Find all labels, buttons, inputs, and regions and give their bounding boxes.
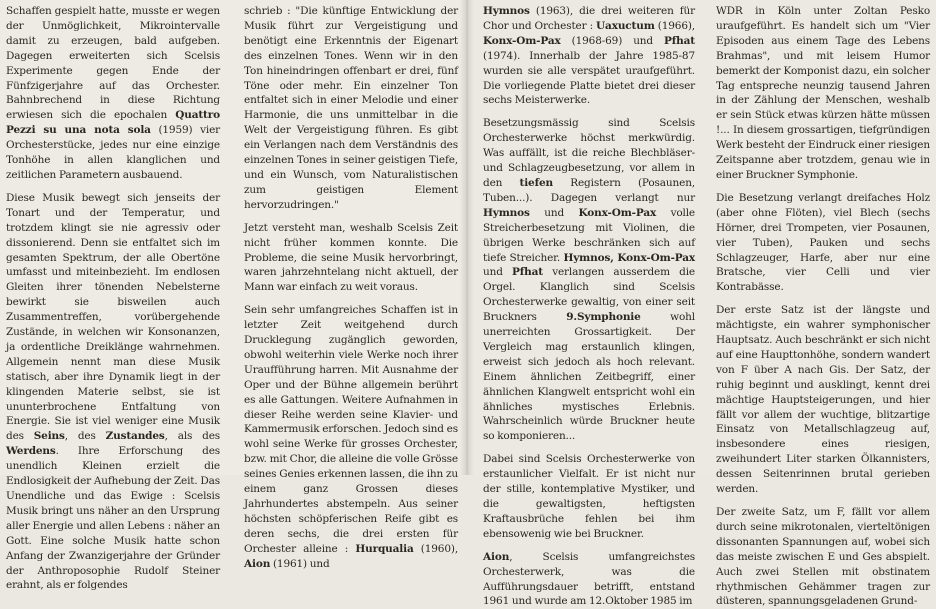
text-run: WDR in Köln unter Zoltan Pesko uraufgeführt. Es handelt sich um "Vier Episoden aus einem Tage des Lebens Brahmas", und mit leisem Humor bemerkt der Komponist dazu, ein solcher Tag entspreche neunzig tausend Jahren in der Zählung der Menschen, weshalb er sein Stück etwas kürzen hätte müssen !... In diesem grossartigen, tiefgründigen Werk besteht der Eindruck einer riesigen Zeitspanne aber trotzdem, genau wie in einer Bruckner Symphonie. <box>716 5 930 181</box>
paragraph <box>716 505 930 609</box>
book-gutter <box>460 0 474 475</box>
text-run: Registern (Posaunen, Tuben...). Dagegen verlangt nur <box>483 176 695 204</box>
paragraph <box>483 550 695 609</box>
bold-text: Hymnos, Konx-Om-Pax <box>563 251 696 264</box>
text-run: und <box>529 206 579 219</box>
text-column-4 <box>716 4 930 609</box>
paragraph <box>244 221 458 296</box>
bold-text: Aion <box>244 557 271 570</box>
text-run: . Ihre Erforschung des unendlich Kleinen erzielt die Endlosigkeit der Aufhebung der Zeit. Das Unendliche und das Ewige : Scelsis Musik bringt uns näher an den Ursprung aller Energie und allen Lebens : näher an Gott. Eine solche Musik hatte schon Anfang der Zwanzigerjahre der Gründer der Anthroposophie Rudolf Steiner erahnt, als er folgendes <box>6 445 220 592</box>
text-run: Der erste Satz ist der längste und mächtigste, ein wahrer symphonischer Hauptsatz. Auch beschränkt er sich nicht auf eine Haupttonhöhe, sondern wandert von F über A nach Gis. Der Satz, der ruhig beginnt und ausklingt, kennt drei mächtige Hauptsteigerungen, und hier fällt vor allem der wuchtige, blitzartige Einsatz von Metallschlagzeug auf, insbesondere eines riesigen, zweihundert Liter starken Ölkannisters, dessen Seitenrinnen brutal gerieben werden. <box>716 304 930 496</box>
text-run: , als des <box>164 430 220 443</box>
text-run: Diese Musik bewegt sich jenseits der Tonart und der Temperatur, und trotzdem klingt sie nie agressiv oder dissonierend. Denn sie entfaltet sich im gesamten Spektrum, der alle Obertöne umfasst und miteinbezieht. Im endlosen Gleiten ihrer tönenden Nebelsterne bewirkt sie bisweilen auch Zusammentreffen, vorübergehende Zustände, in welchen wir Konsonanzen, ja ordentliche Dreiklänge wahrnehmen. Allgemein nennt man diese Musik statisch, aber ihre Dynamik liegt in der klingenden Materie selbst, sie ist ununterbrochene Entfaltung von Energie. Sie ist viel weniger eine Musik des <box>6 191 220 443</box>
text-run: Die Besetzung verlangt dreifaches Holz (aber ohne Flöten), viel Blech (sechs Hörner, drei Trompeten, vier Posaunen, vier Tuben), Pauken und sechs Schlagzeuger, Harfe, aber nur eine Bratsche, vier Celli und vier Kontrabässe. <box>716 191 930 294</box>
text-run: wohl unerreichten Grossartigkeit. Der Vergleich mag erstaunlich klingen, erweist sich jedoch als hoch relevant. Einem ähnlichen Zeitbegriff, einer ähnlichen Klangwelt entspricht wohl ein ähnliches mystisches Erlebnis. Wahrscheinlich würde Bruckner heute so komponieren... <box>483 311 695 443</box>
paragraph <box>6 4 220 183</box>
paragraph <box>716 191 930 295</box>
text-run: Schaffen gespielt hatte, musste er wegen der Unmöglichkeit, Mikrointervalle damit zu erzeugen, bald aufgeben. Dagegen erweiterten sich Scelsis Experimente gegen Ende der Fünfzigerjahre auf das Orchester. Bahnbrechend in diese Richtung erwiesen sich die epochalen <box>6 5 220 122</box>
bold-text: Konx-Om-Pax <box>483 34 561 47</box>
text-run: , des <box>64 430 106 443</box>
paragraph <box>716 4 930 183</box>
bold-text: Pfhat <box>512 266 543 279</box>
paragraph <box>483 116 695 444</box>
bold-text: Konx-Om-Pax <box>578 206 657 219</box>
right-page <box>466 0 936 608</box>
text-column-1 <box>6 4 220 593</box>
bold-text: Quattro Pezzi su una nota sola <box>6 109 220 137</box>
paragraph <box>244 4 458 213</box>
bold-text: Werdens <box>6 445 56 458</box>
bold-text: Uaxuctum <box>596 19 655 32</box>
bold-text: Hymnos <box>483 206 530 219</box>
text-run: Dabei sind Scelsis Orchesterwerke von erstaunlicher Vielfalt. Er ist nicht nur der stille, kontemplative Mystiker, und die gewaltigsten, heftigsten Kraftausbrüche fehlen bei ihm ebensowenig wie bei Bruckner. <box>483 453 695 540</box>
paragraph <box>244 303 458 571</box>
paragraph <box>483 452 695 541</box>
paragraph <box>483 4 695 108</box>
left-page <box>0 0 466 592</box>
bold-text: Hurqualia <box>355 542 414 555</box>
text-run: (1968-69) und <box>560 34 665 47</box>
bold-text: 9.Symphonie <box>566 311 641 324</box>
text-column-2 <box>244 4 458 572</box>
paragraph <box>6 191 220 593</box>
text-run: (1961) und <box>270 557 330 570</box>
text-run: (1963), die drei weiteren für Chor und Orchester : <box>483 5 695 32</box>
bold-text: Aion <box>483 550 510 563</box>
bold-text: tiefen <box>519 176 553 189</box>
text-run: (1959) vier Orchesterstücke, jedes nur eine einzige Tonhöhe in allen klanglichen und zeitlichen Parametern ausbauend. <box>6 124 221 181</box>
bold-text: Zustandes <box>105 430 165 443</box>
text-run: und <box>483 266 513 279</box>
text-run: (1974). Innerhalb der Jahre 1985-87 wurden sie alle verspätet uraufgeführt. Die vorliegende Platte bietet drei dieser sechs Meisterwerke. <box>483 49 695 107</box>
text-column-3 <box>483 4 695 609</box>
text-run: (1960), <box>413 542 459 555</box>
bold-text: Pfhat <box>664 34 695 47</box>
text-run: volle Streicherbesetzung mit Violinen, die übrigen Werke beschränken sich auf tiefe Streicher. <box>483 206 695 264</box>
text-run: Besetzungsmässig sind Scelsis Orchesterwerke höchst merkwürdig. Was auffällt, ist die reiche Blechbläser- und Schlagzeugbesetzung, vor allem in den <box>483 117 695 189</box>
text-run: schrieb : "Die künftige Entwicklung der Musik führt zur Vergeistigung und benötigt eine Erkenntnis der Eigenart des einzelnen Tones. Wenn wir in den Ton hineindringen offenbart er drei, fünf Töne oder mehr. Ein einzelner Ton entfaltet sich in einer Melodie und einer Harmonie, die uns unmittelbar in die Welt der Vergeistigung führen. Es gibt ein Verlangen nach dem Verständnis des einzelnen Tones in seiner geistigen Tiefe, und ein Wunsch, vom Naturalistischen zum geistigen Element hervorzudringen." <box>244 5 458 211</box>
bold-text: Hymnos <box>483 5 530 17</box>
text-run: (1966), <box>654 19 695 32</box>
text-run: , Scelsis umfangreichstes Orchesterwerk, was die Aufführungsdauer betrifft, entstand 1961 und wurde am 12.Oktober 1985 im <box>483 550 695 608</box>
bold-text: Seins <box>33 430 65 443</box>
text-run: Jetzt versteht man, weshalb Scelsis Zeit nicht früher kommen konnte. Die Probleme, die seine Musik hervorbringt, waren jahrzehntelang nicht aktuell, der Mann war einfach zu weit voraus. <box>244 221 458 294</box>
text-run: Der zweite Satz, um F, fällt vor allem durch seine mikrotonalen, vierteltönigen dissonanten Spannungen auf, wobei sich das meiste zwischen E und Ges abspielt. Auch zwei Stellen mit obstinatem rhythmischen Gehämmer tragen zur düsteren, spannungsgeladenen Grund- <box>716 506 930 608</box>
text-run: Sein sehr umfangreiches Schaffen ist in letzter Zeit weitgehend durch Drucklegung zugänglich geworden, obwohl weiterhin viele Werke noch ihrer Uraufführung harren. Mit Ausnahme der Oper und der Bühne allgemein berührt es alle Gattungen. Weitere Aufnahmen in dieser Reihe werden seine Klavier- und Kammermusik erforschen. Jedoch sind es wohl seine Werke für grosses Orchester, bzw. mit Chor, die alleine die volle Grösse seines Genies erkennen lassen, die ihn zu einem ganz Grossen dieses Jahrhundertes abstempeln. Aus seiner höchsten schöpferischen Reife gibt es deren sechs, die drei ersten für Orchester alleine : <box>244 304 458 555</box>
paragraph <box>716 303 930 497</box>
text-run: verlangen ausserdem die Orgel. Klanglich sind Scelsis Orchesterwerke gewaltig, von einer seit Bruckners <box>483 266 695 324</box>
